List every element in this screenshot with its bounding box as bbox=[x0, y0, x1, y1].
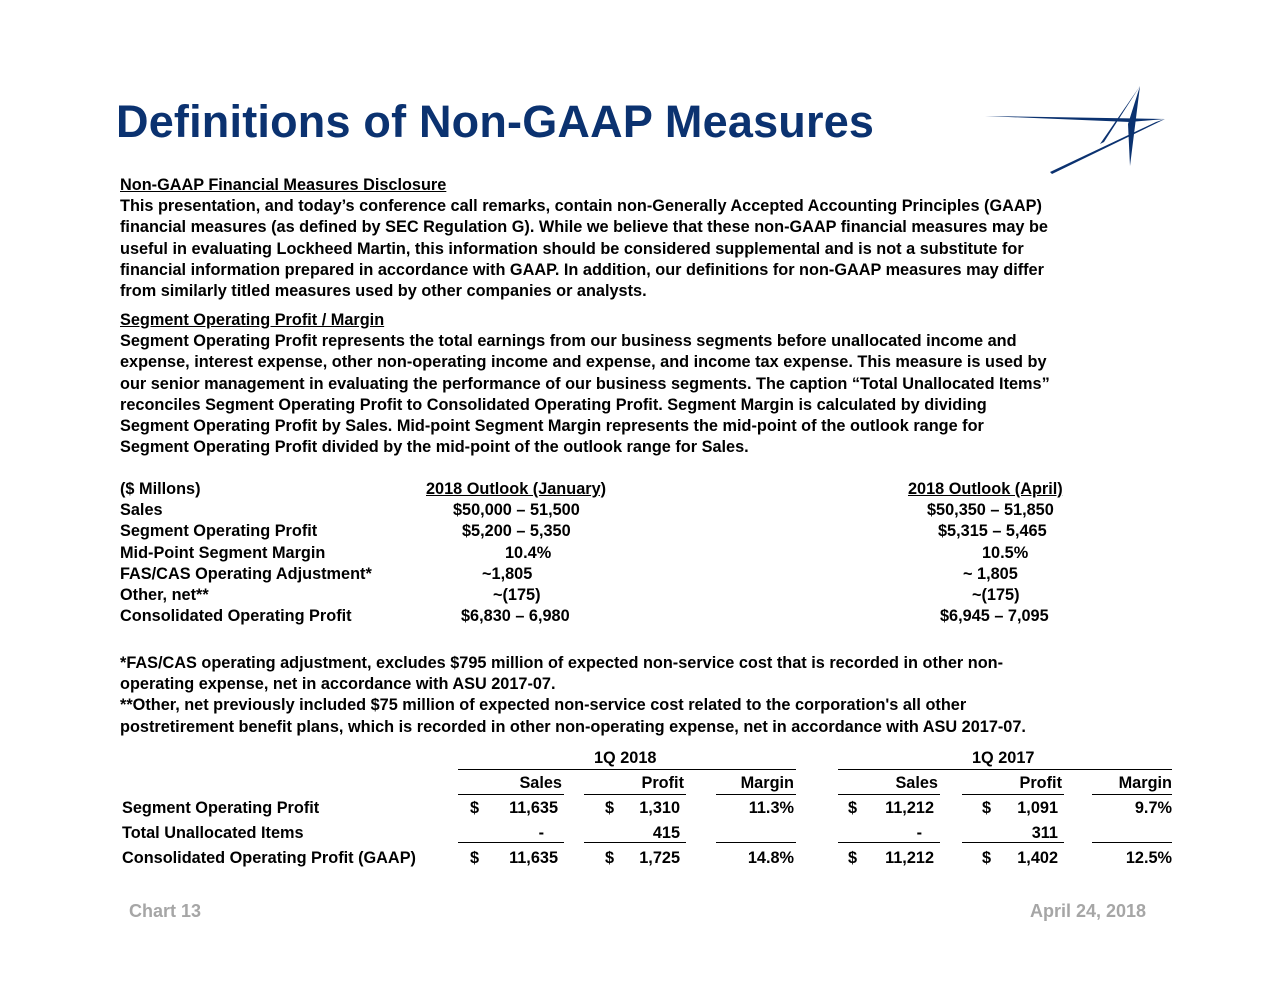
col-header-margin: Margin bbox=[1118, 774, 1172, 792]
segment-line: Segment Operating Profit represents the total earnings from our business segments before unallocated income and bbox=[120, 332, 1017, 351]
quarterly-table bbox=[120, 746, 1180, 871]
sales-value: 11,635 bbox=[509, 799, 558, 817]
period-underline bbox=[838, 769, 1172, 770]
outlook-header-row bbox=[120, 480, 1220, 501]
outlook-row-label: FAS/CAS Operating Adjustment* bbox=[120, 564, 372, 583]
disclosure-line: financial information prepared in accordance with GAAP. In addition, our definitions for non-GAAP measures may differ bbox=[120, 260, 1044, 279]
subtotal-underline bbox=[458, 842, 564, 843]
currency-symbol: $ bbox=[848, 849, 858, 867]
col-header-sales: Sales bbox=[895, 774, 938, 792]
outlook-row-label: Consolidated Operating Profit bbox=[120, 607, 352, 626]
outlook-header-april: 2018 Outlook (April) bbox=[908, 480, 1063, 498]
margin-value: 12.5% bbox=[1125, 849, 1172, 867]
outlook-row-label: Segment Operating Profit bbox=[120, 522, 318, 541]
header-underline bbox=[584, 794, 686, 795]
disclosure-line: This presentation, and today’s conference call remarks, contain non-Generally Accepted Accounting Principles (GAAP) bbox=[120, 197, 1042, 216]
profit-value: 1,402 bbox=[1017, 849, 1058, 867]
outlook-january-value: $50,000 – 51,500 bbox=[453, 501, 580, 520]
outlook-header-label: ($ Millons) bbox=[120, 480, 201, 498]
header-underline bbox=[962, 794, 1064, 795]
table-row bbox=[120, 846, 1180, 871]
outlook-row bbox=[120, 522, 1220, 543]
currency-symbol: $ bbox=[848, 799, 858, 817]
outlook-april-value: $6,945 – 7,095 bbox=[940, 607, 1049, 626]
currency-symbol: $ bbox=[982, 799, 992, 817]
footnotes bbox=[120, 653, 1026, 738]
outlook-row bbox=[120, 544, 1220, 565]
outlook-april-value: $5,315 – 5,465 bbox=[938, 522, 1047, 541]
outlook-row bbox=[120, 501, 1220, 522]
segment-line: expense, interest expense, other non-operating income and expense, and income tax expense. This measure is used by bbox=[120, 353, 1047, 372]
lockheed-star-logo-icon bbox=[980, 84, 1170, 176]
sales-value: - bbox=[916, 824, 922, 842]
outlook-header-january: 2018 Outlook (January) bbox=[426, 480, 607, 498]
period-header-1q2018: 1Q 2018 bbox=[594, 749, 657, 767]
segment-line: Segment Operating Profit divided by the mid-point of the outlook range for Sales. bbox=[120, 438, 749, 457]
header-underline bbox=[458, 794, 564, 795]
outlook-january-value: $6,830 – 6,980 bbox=[461, 607, 570, 626]
outlook-january-value: 10.4% bbox=[505, 543, 552, 562]
subtotal-underline bbox=[584, 842, 686, 843]
subtotal-underline bbox=[838, 842, 940, 843]
disclosure-heading: Non-GAAP Financial Measures Disclosure bbox=[120, 176, 447, 194]
outlook-april-value: 10.5% bbox=[982, 543, 1029, 562]
header-underline bbox=[1092, 794, 1172, 795]
profit-value: 311 bbox=[1031, 824, 1058, 842]
currency-symbol: $ bbox=[605, 799, 615, 817]
outlook-table bbox=[120, 480, 1220, 628]
page-title: Definitions of Non-GAAP Measures bbox=[116, 96, 875, 147]
segment-heading: Segment Operating Profit / Margin bbox=[120, 311, 385, 329]
sales-value: 11,635 bbox=[509, 849, 558, 867]
profit-value: 1,310 bbox=[639, 799, 680, 817]
profit-value: 1,091 bbox=[1017, 799, 1058, 817]
outlook-january-value: ~(175) bbox=[493, 585, 541, 604]
outlook-row-label: Other, net** bbox=[120, 585, 209, 604]
outlook-row-label: Mid-Point Segment Margin bbox=[120, 543, 326, 562]
period-header-1q2017: 1Q 2017 bbox=[972, 749, 1035, 767]
outlook-row bbox=[120, 586, 1220, 607]
footer-chart-number: Chart 13 bbox=[129, 901, 202, 921]
footnote-line: postretirement benefit plans, which is recorded in other non-operating expense, net in accordance with ASU 2017-07. bbox=[120, 717, 1026, 736]
disclosure-line: from similarly titled measures used by other companies or analysts. bbox=[120, 282, 647, 301]
row-label: Consolidated Operating Profit (GAAP) bbox=[122, 849, 416, 867]
outlook-row-label: Sales bbox=[120, 501, 163, 520]
footnote-line: operating expense, net in accordance with ASU 2017-07. bbox=[120, 675, 556, 694]
sales-value: - bbox=[538, 824, 544, 842]
row-label: Total Unallocated Items bbox=[122, 824, 304, 842]
header-underline bbox=[838, 794, 940, 795]
row-label: Segment Operating Profit bbox=[122, 799, 320, 817]
footer-date: April 24, 2018 bbox=[1030, 901, 1147, 921]
currency-symbol: $ bbox=[470, 799, 480, 817]
disclosure-line: financial measures (as defined by SEC Regulation G). While we believe that these non-GAAP financial measures may be bbox=[120, 218, 1048, 237]
footnote-line: *FAS/CAS operating adjustment, excludes $795 million of expected non-service cost that is recorded in other non- bbox=[120, 654, 1004, 672]
col-header-sales: Sales bbox=[519, 774, 562, 792]
outlook-row bbox=[120, 565, 1220, 586]
table-row bbox=[120, 796, 1180, 821]
outlook-april-value: $50,350 – 51,850 bbox=[927, 501, 1054, 520]
sales-value: 11,212 bbox=[885, 799, 934, 817]
col-header-margin: Margin bbox=[740, 774, 794, 792]
outlook-january-value: ~1,805 bbox=[482, 564, 533, 583]
outlook-april-value: ~(175) bbox=[972, 585, 1020, 604]
sales-value: 11,212 bbox=[885, 849, 934, 867]
subtotal-underline bbox=[716, 842, 796, 843]
period-underline bbox=[458, 769, 796, 770]
column-header-row bbox=[120, 771, 1180, 796]
disclosure-line: useful in evaluating Lockheed Martin, this information should be considered supplemental and is not a substitute for bbox=[120, 239, 1024, 258]
header-underline bbox=[716, 794, 796, 795]
currency-symbol: $ bbox=[470, 849, 480, 867]
disclosure-section bbox=[120, 175, 1048, 302]
profit-value: 1,725 bbox=[639, 849, 680, 867]
outlook-april-value: ~ 1,805 bbox=[963, 564, 1018, 583]
col-header-profit: Profit bbox=[1019, 774, 1062, 792]
period-header-row bbox=[120, 746, 1180, 771]
outlook-row bbox=[120, 607, 1220, 628]
segment-line: Segment Operating Profit by Sales. Mid-point Segment Margin represents the mid-point of the outlook range for bbox=[120, 417, 984, 436]
margin-value: 9.7% bbox=[1134, 799, 1172, 817]
outlook-january-value: $5,200 – 5,350 bbox=[462, 522, 571, 541]
currency-symbol: $ bbox=[982, 849, 992, 867]
currency-symbol: $ bbox=[605, 849, 615, 867]
margin-value: 11.3% bbox=[748, 799, 794, 817]
margin-value: 14.8% bbox=[747, 849, 794, 867]
segment-section bbox=[120, 310, 1050, 458]
profit-value: 415 bbox=[652, 824, 680, 842]
segment-line: our senior management in evaluating the performance of our business segments. The caption “Total Unallocated Items” bbox=[120, 374, 1050, 393]
subtotal-underline bbox=[1092, 842, 1172, 843]
col-header-profit: Profit bbox=[641, 774, 684, 792]
subtotal-underline bbox=[962, 842, 1064, 843]
segment-line: reconciles Segment Operating Profit to Consolidated Operating Profit. Segment Margin is calculated by dividing bbox=[120, 395, 987, 414]
footnote-line: **Other, net previously included $75 million of expected non-service cost related to the corporation's all other bbox=[120, 696, 967, 715]
